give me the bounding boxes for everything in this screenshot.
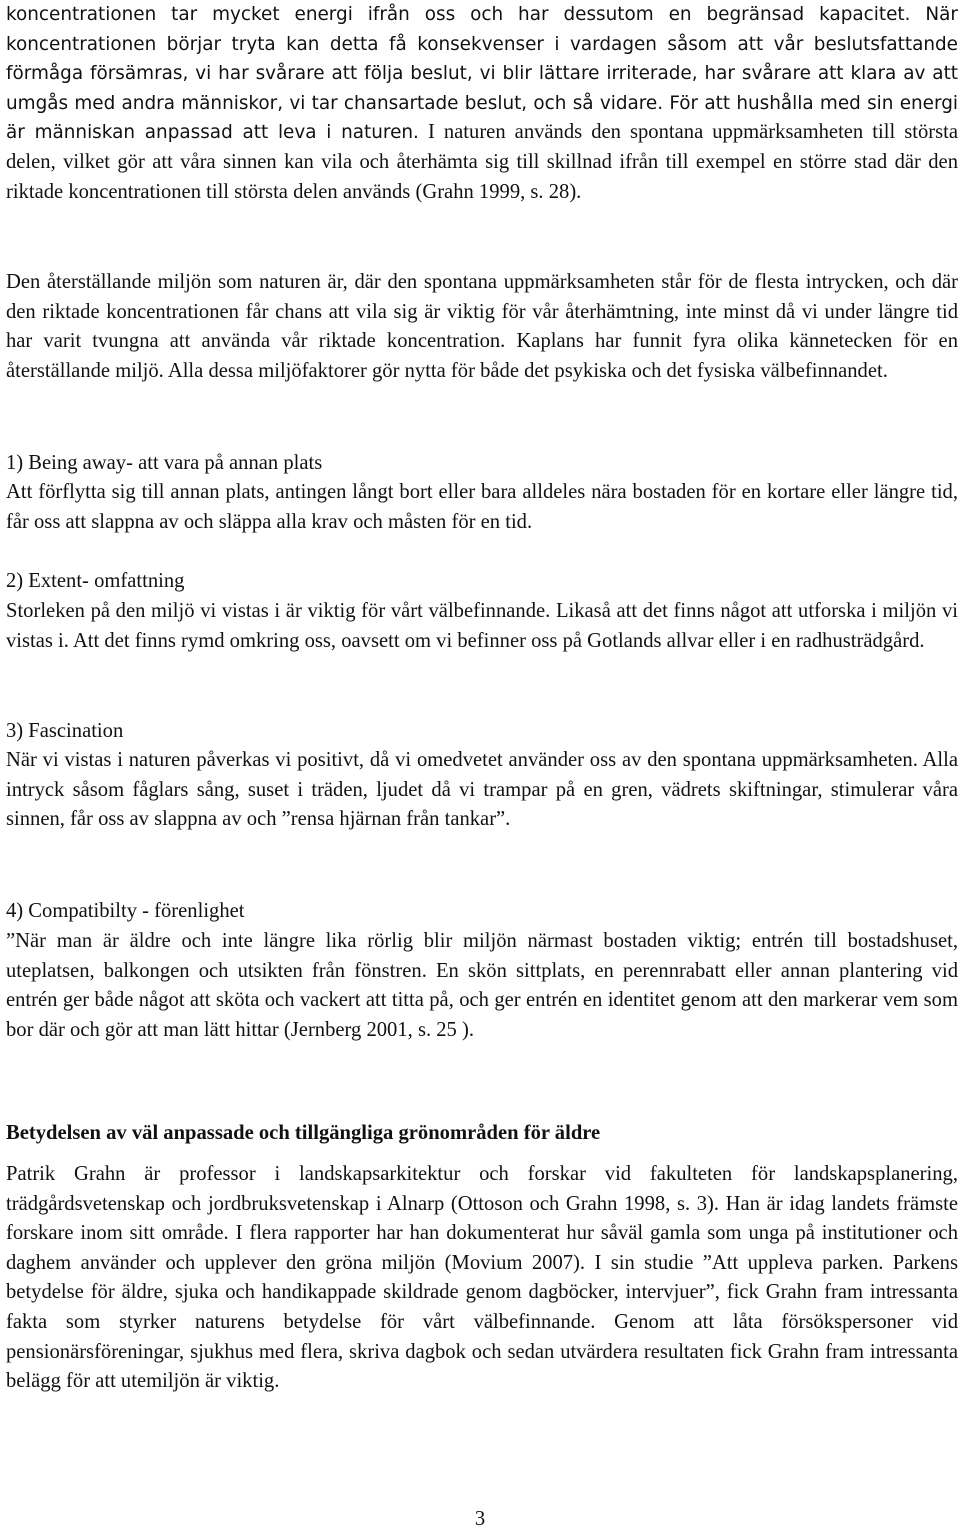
page-number: 3 <box>474 1508 486 1530</box>
item4-title: 4) Compatibilty - förenlighet <box>6 900 245 922</box>
section-heading: Betydelsen av väl anpassade och tillgängliga grönområden för äldre <box>6 1122 601 1144</box>
paragraph-patrik-grahn: Patrik Grahn är professor i landskapsarkitektur och forskar vid fakulteten för landskapsplanering, trädgårdsvetenskap och jordbruksvetenskap i Alnarp (Ottoson och Grahn 1998, s. 3). Han är idag landets främste forskare inom sitt område. I flera rapporter har han dokumenterat hur såväl gamla som unga på institutioner och daghem använder och upplever den gröna miljön (Movium 2007). I sin studie ”Att uppleva parken. Parkens betydelse för äldre, sjuka och handikappade skildrade genom dagböcker, intervjuer”, fick Grahn fram intressanta fakta som styrker naturens betydelse för vårt välbefinnande. Genom att låta försökspersoner vid pensionärsföreningar, sjukhus med flera, skriva dagbok och sedan utvärdera resultaten fick Grahn fram intressanta belägg för att utemiljön är viktig. <box>6 1163 958 1393</box>
item3-text: När vi vistas i naturen påverkas vi positivt, då vi omedvetet använder oss av den spontana uppmärksamheten. Alla intryck såsom fåglars sång, suset i träden, ljudet då vi trampar på en gren, vädrets skiftningar, stimulerar våra sinnen, får oss av slappna av och ”rensa hjärnan från tankar”. <box>6 749 958 831</box>
paragraph-koncentration-part-a: koncentrationen tar mycket energi ifrån oss och har dessutom en begränsad kapacitet. När koncentrationen börjar tryta kan detta få konsekvenser i vardagen såsom att vår beslutsfattande förmåga försämras, vi har svårare att följa beslut, vi blir lättare irriterade, har svårare att klara av att umgås med andra människor, vi tar chansartade beslut, och så vidare. För att hushålla med sin energi är människan anpassad att leva i naturen. <box>6 4 958 144</box>
paragraph-koncentration <box>6 0 958 207</box>
item1-title: 1) Being away- att vara på annan plats <box>6 452 323 474</box>
item1-text: Att förflytta sig till annan plats, antingen långt bort eller bara alldeles nära bostaden för en kortare eller längre tid, får oss att slappna av och släppa alla krav och måsten för en tid. <box>6 481 958 533</box>
item2-text: Storleken på den miljö vi vistas i är viktig för vårt välbefinnande. Likaså att det finns något att utforska i miljön vi vistas i. Att det finns rymd omkring oss, oavsett om vi befinner oss på Gotlands allvar eller i en radhusträdgård. <box>6 600 958 652</box>
paragraph-koncentration-part-b: I naturen används den spontana uppmärksamheten till största delen, vilket gör att våra sinnen kan vila och återhämta sig till skillnad ifrån till exempel en större stad där den riktade koncentrationen till största delen används (Grahn 1999, s. 28). <box>6 121 958 203</box>
paragraph-aterstallande-miljo: Den återställande miljön som naturen är, där den spontana uppmärksamheten står för de flesta intrycken, och där den riktade koncentrationen får chans att vila sig är viktig för vår återhämtning, inte minst då vi under längre tid har varit tvungna att använda vår riktade koncentration. Kaplans har funnit fyra olika kännetecken för en återställande miljö. Alla dessa miljöfaktorer gör nytta för både det psykiska och det fysiska välbefinnandet. <box>6 271 958 382</box>
item2-title: 2) Extent- omfattning <box>6 570 185 592</box>
item3-title: 3) Fascination <box>6 720 124 742</box>
item4-text: ”När man är äldre och inte längre lika rörlig blir miljön närmast bostaden viktig; entrén till bostadshuset, uteplatsen, balkongen och utsikten från fönstren. En skön sittplats, en perennrabatt eller annan plantering vid entrén ger både något att sköta och vackert att titta på, och ger entrén en identitet genom att den markerar vem som bor där och gör att man lätt hittar (Jernberg 2001, s. 25 ). <box>6 930 958 1041</box>
